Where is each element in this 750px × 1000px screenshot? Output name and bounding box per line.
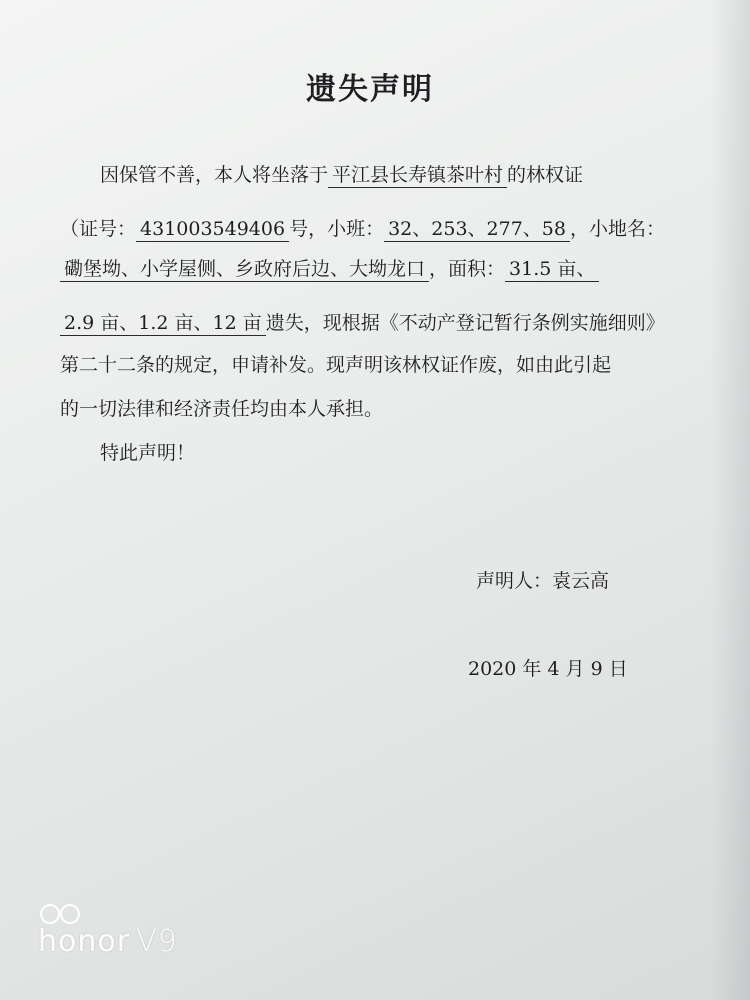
statement-line-3 [60, 256, 599, 282]
watermark-brand: honor [38, 924, 131, 959]
statement-date: 2020 年 4 月 9 日 [468, 658, 628, 680]
statement-line-2 [60, 216, 665, 242]
area-field-first: 31.5 亩、 [505, 258, 599, 282]
camera-watermark [38, 902, 198, 962]
line-2-prefix: （证号： [60, 218, 137, 240]
line-2-mid: 号，小班： [289, 218, 385, 240]
statement-line-6: 的一切法律和经济责任均由本人承担。 [60, 398, 384, 420]
area-field-rest: 2.9 亩、1.2 亩、12 亩 [60, 312, 266, 336]
document-title: 遗失声明 [306, 72, 434, 107]
line-3-mid: ，面积： [429, 258, 506, 280]
location-field: 平江县长寿镇茶叶村 [328, 164, 507, 188]
subclass-field: 32、253、277、58 [384, 218, 570, 242]
statement-line-4 [60, 310, 665, 336]
statement-line-5: 第二十二条的规定，申请补发。现声明该林权证作废，如由此引起 [60, 354, 612, 376]
page-shadow [710, 0, 750, 1000]
watermark-text [38, 924, 178, 959]
line-1-prefix: 因保管不善，本人将坐落于 [100, 164, 329, 186]
place-names-field: 磡堡坳、小学屋侧、乡政府后边、大坳龙口 [60, 258, 429, 282]
line-4-suffix: 遗失，现根据《不动产登记暂行条例实施细则》 [265, 312, 665, 334]
watermark-model: V9 [136, 924, 178, 959]
line-2-suffix: ，小地名： [569, 218, 665, 240]
closing-statement: 特此声明！ [100, 442, 196, 464]
line-1-suffix: 的林权证 [507, 164, 584, 186]
camera-lens-icon [38, 902, 84, 924]
signer: 声明人：袁云高 [476, 570, 610, 592]
certificate-number-field: 431003549406 [136, 218, 289, 242]
statement-line-1 [100, 162, 583, 188]
